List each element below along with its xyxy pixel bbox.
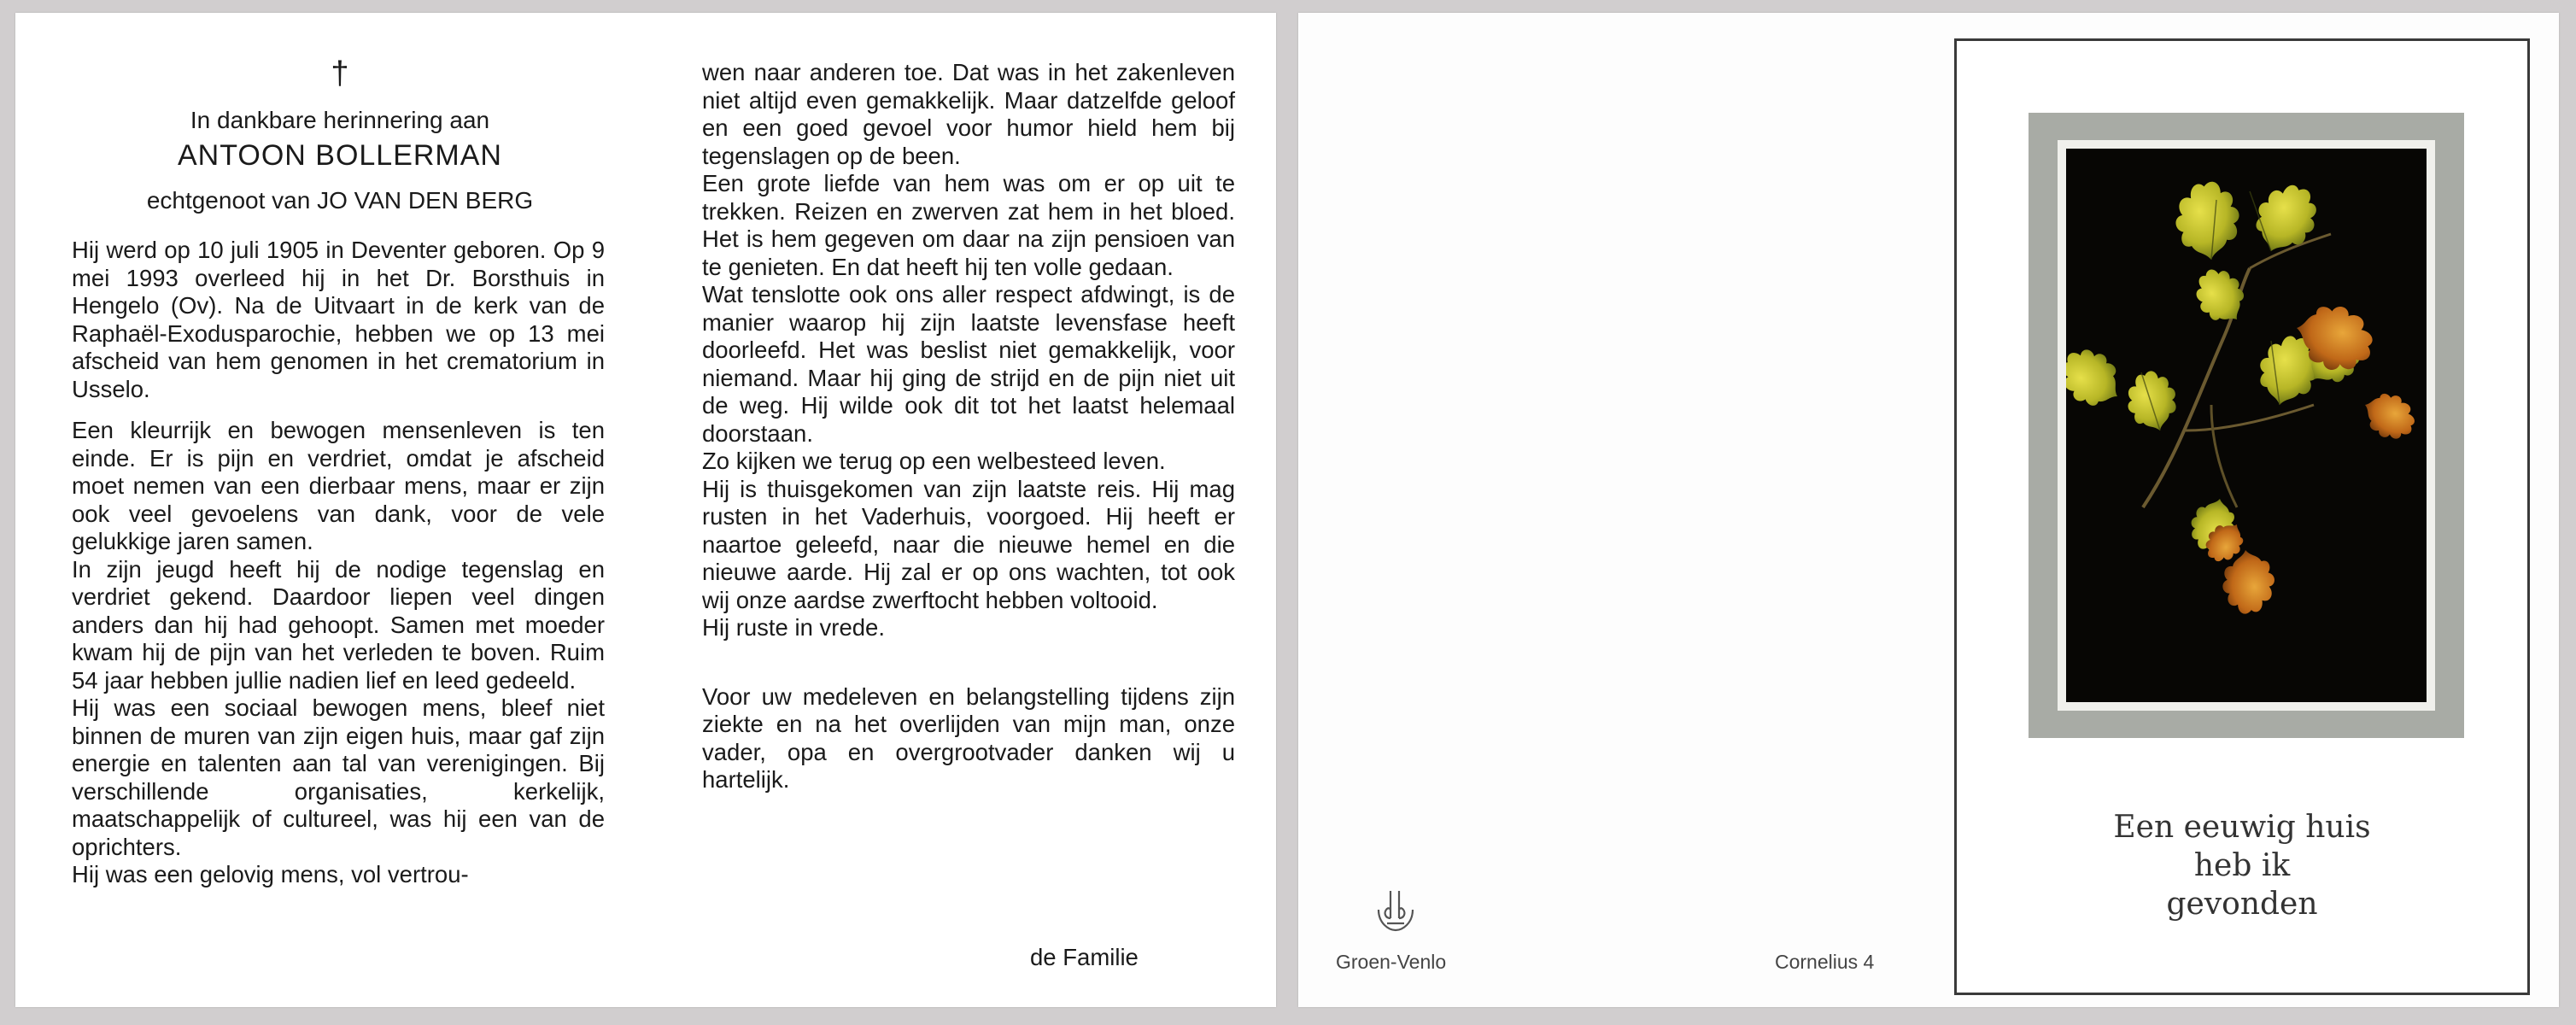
card-model: Cornelius 4 <box>1775 951 1875 973</box>
paragraph-social: Hij was een sociaal bewogen mens, bleef niet binnen de muren van zijn eigen huis, maar gaf zijn energie en talenten aan tal van verenigingen. Bij verschillende organisaties, kerkelijk, maatschappelijk of cultureel, was hij een van de oprichters. <box>72 694 605 860</box>
publisher-logo-icon <box>1370 884 1421 935</box>
text-column-left <box>72 237 605 889</box>
paragraph-homecoming: Hij is thuisgekomen van zijn laatste reis. Hij mag rusten in het Vaderhuis, voorgoed. Hij heeft er naartoe geleefd, naar die nieuwe hemel en die nieuwe aarde. Hij zal er op ons wachten, tot ook wij onze aardse zwerftocht hebben voltooid. <box>702 475 1235 613</box>
signature: de Familie <box>1030 944 1139 970</box>
oak-leaves-icon <box>2066 149 2427 702</box>
memorial-card-cover-side <box>1298 13 2559 1007</box>
publisher-name: Groen-Venlo <box>1336 951 1447 973</box>
paragraph-look-back: Zo kijken we terug op een welbesteed leven. <box>702 448 1166 474</box>
paragraph-birth-death: Hij werd op 10 juli 1905 in Deventer geboren. Op 9 mei 1993 overleed hij in het Dr. Borsthuis in Hengelo (Ov). Na de Uitvaart in de kerk van de Raphaël-Exodusparochie, hebben we op 13 mei afscheid van hem genomen in het crematorium in Usselo. <box>72 237 605 402</box>
paragraph-youth: In zijn jeugd heeft hij de nodige tegenslag en verdriet gekend. Daardoor liepen veel dingen anders dan hij had gehoopt. Samen met moeder kwam hij de pijn van het verleden te boven. Ruim 54 jaar hebben jullie nadien lief en leed gedeeld. <box>72 555 605 694</box>
cross-icon: † <box>331 56 349 91</box>
paragraph-rest: Hij ruste in vrede. <box>702 614 885 641</box>
cover-caption <box>1957 808 2527 923</box>
caption-line-1: Een eeuwig huis <box>2113 810 2371 845</box>
paragraph-travel: Een grote liefde van hem was om er op uit te trekken. Reizen en zwerven zat hem in het bloed. Het is hem gegeven om daar na zijn pensioen van te genieten. En dat heeft hij ten volle gedaan. <box>702 170 1235 280</box>
text-column-right <box>702 59 1235 794</box>
paragraph-faith-end: wen naar anderen toe. Dat was in het zakenleven niet altijd even gemakkelijk. Maar datzelfde geloof en een goed gevoel voor humor hield hem bij tegenslagen op de been. <box>702 59 1235 169</box>
photo-mat <box>2029 113 2464 738</box>
paragraph-respect: Wat tenslotte ook ons aller respect afdwingt, is de manier waarop hij zijn laatste levensfase heeft doorleefd. Het was beslist niet gemakkelijk, voor niemand. Maar hij ging de strijd en de pijn niet uit de weg. Hij wilde ook dit tot het laatst helemaal doorstaan. <box>702 281 1235 447</box>
spouse-line: echtgenoot van JO VAN DEN BERG <box>146 187 534 214</box>
cover-frame <box>1954 38 2530 995</box>
caption-line-2: heb ik <box>2193 848 2291 883</box>
deceased-name: ANTOON BOLLERMAN <box>177 139 502 172</box>
intro-line: In dankbare herinnering aan <box>190 107 490 133</box>
oak-leaves-photo <box>2066 149 2427 702</box>
paragraph-life: Een kleurrijk en bewogen mensenleven is ten einde. Er is pijn en verdriet, omdat je afscheid moet nemen van een dierbaar mens, maar er zijn ook veel gevoelens van dank, voor de vele gelukkige jaren samen. <box>72 417 605 554</box>
memorial-card-text-side <box>15 13 1276 1007</box>
paragraph-thanks: Voor uw medeleven en belangstelling tijdens zijn ziekte en na het overlijden van mijn man, onze vader, opa en overgrootvader danken wij u hartelijk. <box>702 682 1235 793</box>
paragraph-faith-start: Hij was een gelovig mens, vol vertrou- <box>72 861 469 887</box>
caption-line-3: gevonden <box>2166 887 2318 922</box>
